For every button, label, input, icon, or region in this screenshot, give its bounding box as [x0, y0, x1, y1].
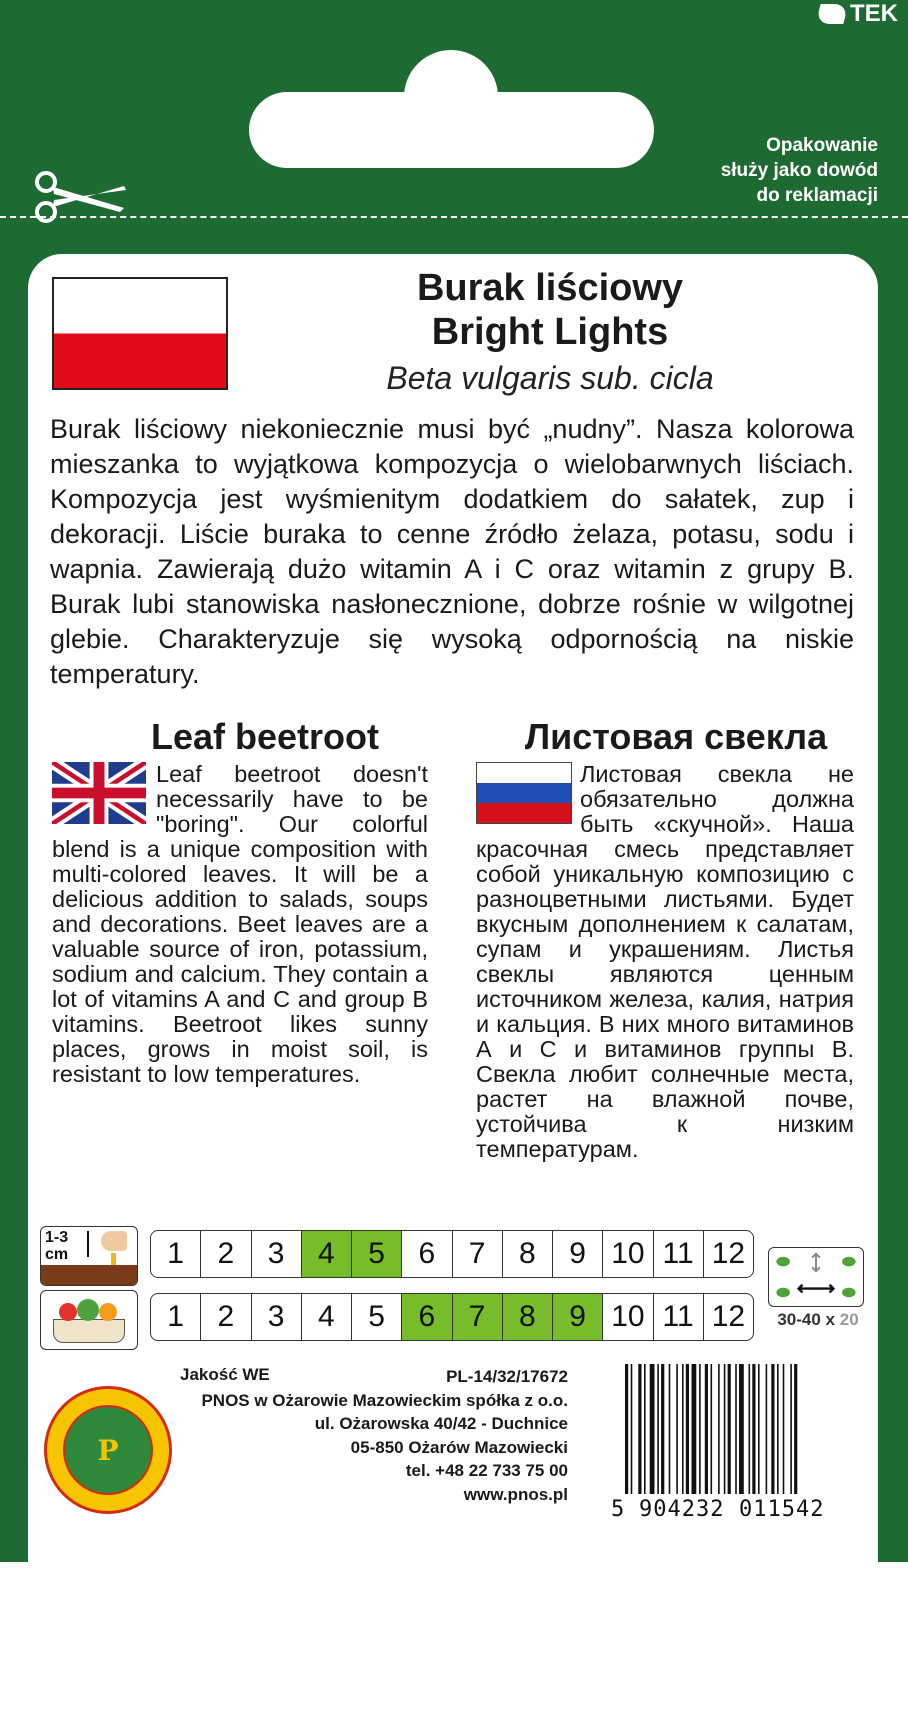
barcode-bar: [692, 1364, 697, 1494]
harvest-month: 11: [654, 1294, 704, 1340]
sowing-month: 11: [654, 1231, 704, 1277]
barcode-bar: [638, 1364, 641, 1494]
harvest-month: 3: [252, 1294, 302, 1340]
company-city: 05-850 Ożarów Mazowiecki: [350, 1437, 568, 1457]
barcode-bar: [739, 1364, 744, 1494]
registry-code: PL-14/32/17672: [446, 1367, 568, 1386]
flag-space: [476, 762, 580, 824]
harvest-month: 4: [302, 1294, 352, 1340]
notice-line: Opakowanie: [766, 135, 878, 156]
sowing-depth-unit: cm: [45, 1246, 69, 1263]
barcode-bar: [625, 1364, 628, 1494]
row-spacing: 30-40: [777, 1310, 821, 1329]
brand-logo: [818, 0, 898, 28]
harvest-month: 9: [553, 1294, 603, 1340]
harvest-month: 7: [453, 1294, 503, 1340]
latin-name: Beta vulgaris sub. cicla: [386, 360, 714, 396]
company-info: [201, 1365, 568, 1506]
flag-poland-icon: [52, 277, 228, 390]
company-phone: tel. +48 22 733 75 00: [405, 1461, 568, 1480]
sowing-month: 4: [302, 1231, 352, 1277]
complaint-notice: [721, 133, 878, 208]
barcode-bar: [657, 1364, 659, 1494]
barcode-bar: [631, 1364, 633, 1494]
barcode-bar: [790, 1364, 792, 1494]
russian-heading: Листовая свекла: [524, 716, 828, 757]
plant-spacing: [768, 1310, 868, 1330]
plant-distance: 20: [839, 1310, 859, 1329]
barcode-bar: [705, 1364, 708, 1494]
barcode-bar: [686, 1364, 689, 1494]
english-text: Leaf beetroot doesn't necessarily have to be "boring". Our colorful blend is a unique composition with multi-colored leaves. It will be a delicious addition to salads, soups and decorations. Beet leaves are a valuable source of iron, potassium, sodium and calcium. They contain a lot of vitamins A and C and group B vitamins. Beetroot likes sunny places, grows in moist soil, is resistant to low temperatures.: [52, 761, 428, 1087]
barcode-bar: [794, 1364, 797, 1494]
description-russian: [476, 762, 854, 1162]
spacing-separator: x: [820, 1310, 840, 1329]
product-title: Burak liściowy: [416, 267, 684, 309]
russian-text: Листовая свекла не обязательно должна быть «скучной». Наша красочная смесь представляет собой уникальную композицию с разноцветными листьями. Будет вкусным дополнением к салатам, супам и украшениям. Листья свеклы являются ценным источником железа, калия, натрия и кальция. В них много витаминов А и С и витаминов группы В. Свекла любит солнечные места, растет на влажной почве, устойчива к низким температурам.: [476, 761, 854, 1162]
seal-center: P: [63, 1405, 153, 1495]
company-website[interactable]: www.pnos.pl: [463, 1484, 568, 1504]
sowing-calendar: [150, 1230, 754, 1278]
harvest-month: 1: [151, 1294, 201, 1340]
description-polish: Burak liściowy niekoniecznie musi być „nudny”. Nasza kolorowa mieszanka to wyjątkowa kompozycja o wielobarwnych liściach. Kompozycja jest wyśmienitym dodatkiem do sałatek, zup i dekoracji. Liście buraka to cenne źródło żelaza, potasu, sodu i wapnia. Zawierają dużo witamin A i C oraz witamin z grupy B. Burak lubi stanowiska nasłonecznione, dobrze rośnie w wilgotnej glebie. Charakteryzuje się wysoką odpornością na niskie temperatury.: [50, 414, 854, 689]
barcode-bar: [735, 1364, 737, 1494]
barcode-bar: [758, 1364, 760, 1494]
cut-line: [0, 216, 908, 218]
brand-name: TEK: [850, 0, 898, 27]
seed-icon: [111, 1253, 116, 1265]
harvest-month: 10: [603, 1294, 653, 1340]
barcode-bar: [728, 1364, 731, 1494]
harvest-calendar: [150, 1293, 754, 1341]
notice-line: służy jako dowód: [720, 160, 878, 181]
barcode-bar: [661, 1364, 664, 1494]
sowing-depth-icon: [40, 1226, 138, 1286]
sowing-month: 10: [603, 1231, 653, 1277]
barcode-bar: [752, 1364, 755, 1494]
harvest-month: 12: [711, 1300, 746, 1333]
plant-spacing-icon: [768, 1247, 864, 1307]
barcode-digits-right: 011542: [739, 1497, 825, 1520]
barcode-bar: [766, 1364, 768, 1494]
sowing-month: 6: [402, 1231, 452, 1277]
pnos-seal-logo: [44, 1386, 172, 1514]
sowing-month: 7: [453, 1231, 503, 1277]
barcode-bar: [650, 1364, 655, 1494]
barcode-bar: [711, 1364, 713, 1494]
sowing-month: 1: [151, 1231, 201, 1277]
flag-space: [52, 762, 156, 824]
sowing-month: 5: [352, 1231, 402, 1277]
harvest-month: 2: [201, 1294, 251, 1340]
barcode-bar: [699, 1364, 701, 1494]
soil: [41, 1265, 137, 1285]
company-name: PNOS w Ożarowie Mazowieckim spółka z o.o.: [201, 1390, 568, 1410]
notice-line: do reklamacji: [756, 185, 878, 206]
leaf-icon: [815, 4, 848, 24]
barcode-bar: [777, 1364, 779, 1494]
harvest-basket-icon: [40, 1290, 138, 1350]
barcode-digit-first: 5: [611, 1497, 625, 1520]
harvest-month: 6: [402, 1294, 452, 1340]
hanger-hole: [249, 92, 654, 168]
barcode: [611, 1364, 861, 1520]
barcode-bar: [749, 1364, 751, 1494]
sowing-month: 3: [252, 1231, 302, 1277]
english-heading: Leaf beetroot: [150, 716, 380, 757]
product-variety: Bright Lights: [431, 311, 669, 353]
sowing-month: 2: [201, 1231, 251, 1277]
quality-label: Jakość WE: [180, 1365, 270, 1384]
barcode-bar: [718, 1364, 720, 1494]
harvest-month: 8: [503, 1294, 553, 1340]
scissors-icon: [34, 168, 130, 228]
barcode-bar: [644, 1364, 646, 1494]
barcode-bar: [783, 1364, 785, 1494]
hand-icon: [101, 1231, 127, 1251]
company-street: ul. Ożarowska 40/42 - Duchnice: [314, 1414, 568, 1433]
barcode-bar: [724, 1364, 726, 1494]
harvest-month: 5: [352, 1294, 402, 1340]
barcode-digits-left: 904232: [639, 1497, 725, 1520]
sowing-month: 9: [553, 1231, 603, 1277]
barcode-bar: [669, 1364, 671, 1494]
barcode-bar: [771, 1364, 774, 1494]
sowing-month: 12: [711, 1237, 746, 1270]
sowing-depth-value: 1-3: [45, 1229, 69, 1246]
description-english: [52, 762, 428, 1087]
sowing-month: 8: [503, 1231, 553, 1277]
barcode-bar: [682, 1364, 684, 1494]
barcode-bar: [676, 1364, 678, 1494]
